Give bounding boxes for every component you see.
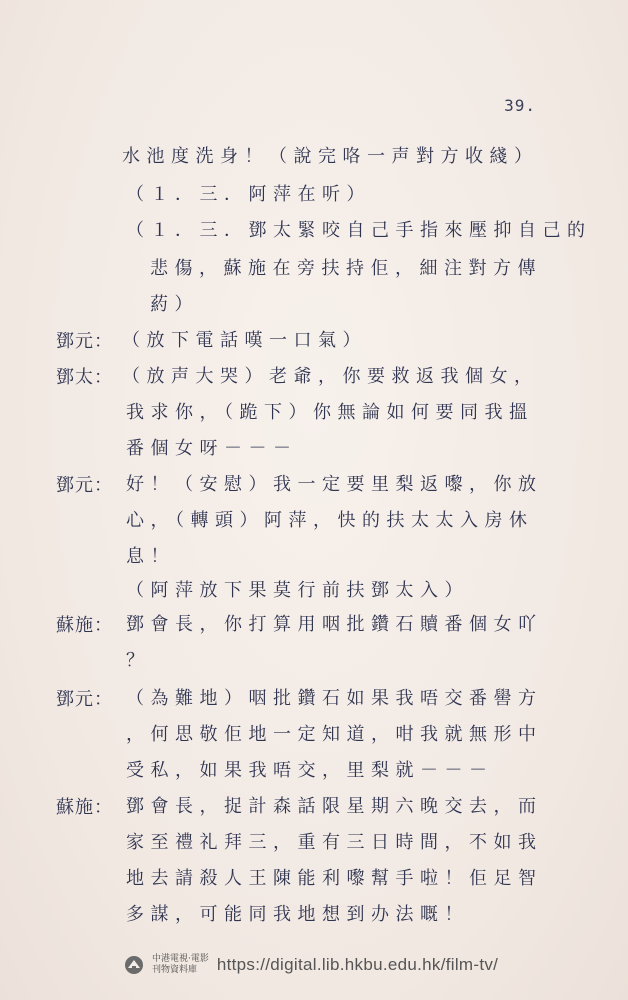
script-line: 悲傷，蘇施在旁扶持佢，細注對方傳 [150,258,542,279]
script-line: 水池度洗身！（說完咯一声對方收綫） [122,146,539,167]
script-line: ？ [126,650,151,671]
script-line: 番個女呀－－－ [126,438,298,459]
speaker-label: 鄧太： [56,367,113,388]
speaker-label: 鄧元： [56,331,113,352]
page-number: 39. [504,96,536,115]
script-line: 家至禮礼拜三，重有三日時間，不如我 [126,832,543,853]
speaker-label: 鄧元： [56,689,113,710]
script-line: 地去請殺人王陳能利嚟幫手啦！佢足智 [126,868,543,889]
script-line: 葯） [150,294,199,315]
speaker-label: 鄧元： [56,475,113,496]
script-line: 我求你，（跪下）你無論如何要同我搵 [126,402,534,423]
script-line: 息！ [126,546,175,567]
speaker-label: 蘇施： [56,615,113,636]
script-line: 心，（轉頭）阿萍，快的扶太太入房休 [126,510,534,531]
script-line: （放声大哭）老爺，你要救返我個女， [122,366,539,387]
archive-org-name [152,954,209,976]
script-line: 受私，如果我唔交，里梨就－－－ [126,760,494,781]
script-line: 好！（安慰）我一定要里梨返嚟，你放 [126,474,543,495]
script-line: （阿萍放下果莫行前扶鄧太入） [126,580,469,601]
archive-url: https://digital.lib.hkbu.edu.hk/film-tv/ [216,955,499,974]
script-line: 鄧會長，捉計森話限星期六晚交去，而 [126,796,543,817]
script-line: （１．三．阿萍在听） [126,184,371,205]
script-line: （放下電話嘆一口氣） [122,330,367,351]
archive-org-line1: 中港電視‧電影 [152,954,209,964]
script-line: 鄧會長，你打算用咽批鑽石贖番個女吖 [126,614,543,635]
script-line: 多謀，可能同我地想到办法嘅！ [126,904,469,925]
script-line: ，何思敬佢地一定知道，咁我就無形中 [126,724,543,745]
archive-watermark [124,950,498,980]
script-line: （為難地）咽批鑽石如果我唔交番嚳方 [126,688,543,709]
script-line: （１．三．鄧太緊咬自己手指來壓抑自己的 [126,220,592,241]
archive-logo-icon [124,955,144,975]
speaker-label: 蘇施： [56,797,113,818]
archive-org-line2: 刊物資料庫 [152,965,198,975]
